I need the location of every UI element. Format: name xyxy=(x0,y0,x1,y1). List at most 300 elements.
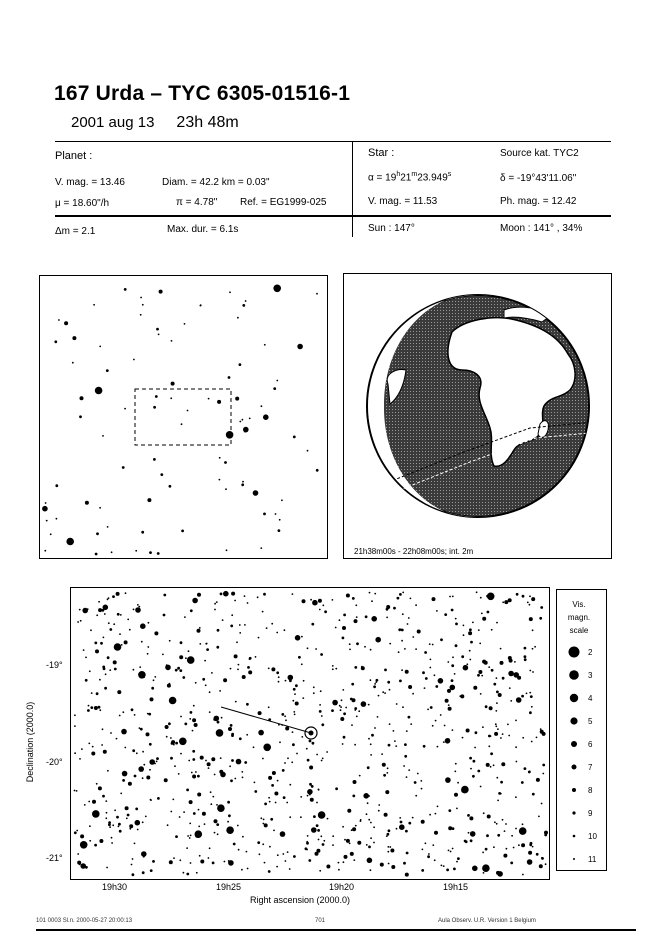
chart-star xyxy=(302,697,304,699)
finder-star xyxy=(56,518,58,520)
chart-star xyxy=(465,840,468,843)
finder-star xyxy=(171,340,173,342)
chart-star xyxy=(295,702,299,706)
chart-star xyxy=(237,825,239,827)
legend-dot-8 xyxy=(572,788,576,792)
finder-star xyxy=(243,427,249,433)
finder-star xyxy=(55,484,58,487)
finder-star xyxy=(226,431,234,439)
finder-star xyxy=(58,319,60,321)
legend-title-3: scale xyxy=(569,626,589,635)
chart-star xyxy=(258,711,262,715)
finder-star xyxy=(72,362,74,364)
chart-star xyxy=(420,780,422,782)
chart-star xyxy=(477,674,480,677)
chart-star xyxy=(355,604,357,606)
chart-star xyxy=(445,699,449,703)
chart-star xyxy=(322,605,324,607)
chart-star xyxy=(117,613,120,616)
chart-star xyxy=(90,629,92,631)
chart-star xyxy=(229,765,231,767)
planet-mu: μ = 18.60"/h xyxy=(55,198,110,209)
legend-dot-6 xyxy=(571,741,577,747)
chart-star xyxy=(192,750,195,753)
chart-star xyxy=(538,816,540,818)
chart-star xyxy=(137,604,139,606)
chart-star xyxy=(204,823,206,825)
chart-star xyxy=(375,637,381,643)
chart-star xyxy=(77,853,79,855)
legend-mag-7: 7 xyxy=(588,763,593,772)
chart-star xyxy=(395,745,397,747)
chart-star xyxy=(92,810,100,818)
chart-star xyxy=(311,623,314,626)
page-title: 167 Urda – TYC 6305-01516-1 xyxy=(54,82,351,105)
chart-star xyxy=(374,593,376,595)
sun-elongation: Sun : 147° xyxy=(368,223,415,234)
chart-star xyxy=(135,607,141,613)
chart-star xyxy=(189,823,191,825)
chart-star xyxy=(473,686,477,690)
chart-star xyxy=(276,632,278,634)
chart-star xyxy=(318,599,322,603)
chart-star xyxy=(228,727,232,731)
x-axis-label: Right ascension (2000.0) xyxy=(250,895,351,905)
chart-star xyxy=(142,871,145,874)
chart-star xyxy=(502,733,504,735)
chart-star xyxy=(118,823,121,826)
chart-star xyxy=(246,703,249,706)
chart-star xyxy=(514,661,516,663)
chart-star xyxy=(341,699,343,701)
chart-star xyxy=(175,742,178,745)
chart-star xyxy=(264,803,267,806)
chart-star xyxy=(301,736,303,738)
chart-star xyxy=(282,769,285,772)
chart-star xyxy=(430,706,433,709)
chart-star xyxy=(227,801,230,804)
chart-star xyxy=(107,770,109,772)
chart-star xyxy=(94,706,98,710)
chart-star xyxy=(289,816,291,818)
chart-star xyxy=(206,643,208,645)
finder-star xyxy=(241,483,244,486)
chart-star xyxy=(154,631,158,635)
chart-star xyxy=(437,746,439,748)
chart-star xyxy=(370,822,372,824)
finder-star xyxy=(273,387,276,390)
chart-star xyxy=(201,756,204,759)
chart-star xyxy=(142,751,144,753)
chart-star xyxy=(205,684,207,686)
chart-star xyxy=(210,791,212,793)
chart-star xyxy=(119,830,122,833)
chart-star xyxy=(373,685,376,688)
chart-star xyxy=(179,816,181,818)
chart-star xyxy=(399,680,402,683)
chart-star xyxy=(131,708,134,711)
legend-dot-11 xyxy=(573,858,575,860)
chart-star xyxy=(503,854,507,858)
chart-star xyxy=(368,846,371,849)
chart-star xyxy=(208,857,210,859)
finder-star xyxy=(245,300,247,302)
chart-star xyxy=(147,646,149,648)
chart-star xyxy=(522,595,525,598)
chart-star xyxy=(387,681,390,684)
chart-star xyxy=(530,695,533,698)
chart-star xyxy=(374,683,376,685)
chart-star xyxy=(423,745,426,748)
chart-star xyxy=(508,598,512,602)
finder-star xyxy=(95,553,98,556)
chart-star xyxy=(264,823,268,827)
chart-star xyxy=(105,800,107,802)
chart-star xyxy=(429,667,431,669)
chart-star xyxy=(282,853,284,855)
chart-star xyxy=(207,762,211,766)
chart-star xyxy=(137,829,139,831)
chart-star xyxy=(407,623,409,625)
chart-star xyxy=(249,657,252,660)
finder-star xyxy=(156,328,159,331)
chart-star xyxy=(347,809,351,813)
chart-star xyxy=(293,711,295,713)
chart-star xyxy=(401,629,404,632)
earth-globe xyxy=(344,274,611,558)
chart-star xyxy=(417,773,419,775)
chart-star xyxy=(150,799,152,801)
star-ra-m: m xyxy=(411,171,418,178)
chart-star xyxy=(532,629,534,631)
chart-star xyxy=(179,738,187,746)
chart-star xyxy=(205,760,207,762)
main-star-chart xyxy=(70,587,550,880)
chart-star xyxy=(94,844,97,847)
finder-star xyxy=(155,395,158,398)
chart-star xyxy=(500,737,502,739)
chart-star xyxy=(368,819,370,821)
chart-star xyxy=(519,827,527,835)
chart-star xyxy=(74,714,76,716)
chart-star xyxy=(219,690,221,692)
chart-star xyxy=(491,629,493,631)
chart-star xyxy=(198,809,200,811)
chart-star xyxy=(95,649,99,653)
chart-star xyxy=(354,666,357,669)
chart-star xyxy=(142,777,144,779)
chart-star xyxy=(435,720,437,722)
chart-star xyxy=(451,664,454,667)
finder-star xyxy=(316,293,318,295)
globe-panel xyxy=(343,273,612,559)
chart-star xyxy=(500,781,503,784)
chart-star xyxy=(335,668,337,670)
chart-star xyxy=(399,817,401,819)
chart-star xyxy=(230,779,233,782)
footer-right: Aula Observ. U.R. Version 1 Belgium xyxy=(438,918,536,924)
chart-star xyxy=(278,676,280,678)
chart-star xyxy=(259,731,263,735)
chart-star xyxy=(448,738,450,740)
chart-star xyxy=(316,824,319,827)
chart-star xyxy=(402,613,404,615)
chart-star xyxy=(384,669,387,672)
chart-star xyxy=(318,811,326,819)
finder-star xyxy=(135,550,137,552)
chart-star xyxy=(342,689,344,691)
chart-star xyxy=(116,738,118,740)
chart-star xyxy=(307,789,313,795)
finder-star xyxy=(124,408,126,410)
finder-star xyxy=(307,450,309,452)
chart-star xyxy=(495,710,497,712)
chart-star xyxy=(257,596,259,598)
chart-star xyxy=(485,705,488,708)
chart-star xyxy=(292,593,294,595)
chart-star xyxy=(285,727,289,731)
finder-star xyxy=(217,400,221,404)
finder-star xyxy=(95,387,103,395)
finder-star xyxy=(42,506,48,512)
chart-star xyxy=(366,813,368,815)
chart-star xyxy=(108,823,111,826)
chart-star xyxy=(241,869,243,871)
chart-star xyxy=(102,795,105,798)
chart-star xyxy=(490,752,493,755)
legend-mag-6: 6 xyxy=(588,740,593,749)
chart-star xyxy=(340,706,342,708)
chart-star xyxy=(343,736,346,739)
chart-star xyxy=(352,795,355,798)
chart-star xyxy=(502,677,505,680)
chart-star xyxy=(510,862,513,865)
finder-star xyxy=(237,317,239,319)
chart-star xyxy=(103,605,109,611)
chart-star xyxy=(486,763,490,767)
chart-star xyxy=(77,621,79,623)
finder-star xyxy=(141,531,144,534)
chart-star xyxy=(346,594,350,598)
chart-star xyxy=(119,715,121,717)
chart-star xyxy=(74,790,76,792)
chart-star xyxy=(357,841,361,845)
chart-star xyxy=(228,860,234,866)
chart-star xyxy=(469,757,472,760)
chart-star xyxy=(404,648,406,650)
chart-star xyxy=(373,842,375,844)
finder-star xyxy=(158,334,160,336)
chart-star xyxy=(440,714,442,716)
chart-star xyxy=(84,804,86,806)
chart-star xyxy=(122,779,125,782)
chart-star xyxy=(356,642,359,645)
chart-star xyxy=(238,849,240,851)
chart-star xyxy=(305,847,308,850)
chart-star xyxy=(307,835,309,837)
chart-star xyxy=(389,723,391,725)
chart-star xyxy=(154,676,156,678)
info-top-rule xyxy=(55,141,611,142)
chart-star xyxy=(316,849,320,853)
finder-star xyxy=(80,396,84,400)
chart-star xyxy=(247,666,250,669)
chart-star xyxy=(76,790,78,792)
chart-star xyxy=(327,818,329,820)
chart-star xyxy=(490,766,492,768)
chart-star xyxy=(374,727,376,729)
chart-star xyxy=(259,853,261,855)
footer-left: 101 0003 Sl.n. 2000-05-27 20:00:13 xyxy=(36,918,133,924)
chart-star xyxy=(271,784,274,787)
chart-star xyxy=(408,685,412,689)
chart-star xyxy=(109,628,112,631)
chart-star xyxy=(472,775,475,778)
chart-star xyxy=(174,765,176,767)
chart-star xyxy=(157,797,160,800)
chart-star xyxy=(463,665,469,671)
chart-star xyxy=(424,687,426,689)
chart-star xyxy=(497,800,499,802)
finder-star xyxy=(72,336,76,340)
chart-star xyxy=(386,772,388,774)
chart-star xyxy=(385,790,389,794)
chart-star xyxy=(88,801,90,803)
chart-star xyxy=(470,768,472,770)
chart-star xyxy=(74,831,77,834)
chart-star xyxy=(463,634,465,636)
chart-star xyxy=(370,837,372,839)
chart-star xyxy=(108,622,110,624)
chart-star xyxy=(475,731,478,734)
chart-star xyxy=(432,644,434,646)
chart-star xyxy=(89,670,91,672)
chart-star xyxy=(500,793,502,795)
chart-star xyxy=(378,695,380,697)
star-ra-prefix: α = 19 xyxy=(368,172,397,184)
chart-star xyxy=(493,683,496,686)
chart-star xyxy=(198,826,200,828)
chart-star xyxy=(216,646,219,649)
chart-star xyxy=(189,837,191,839)
legend-title-2: magn. xyxy=(567,613,591,622)
chart-star xyxy=(80,863,86,869)
finder-star xyxy=(54,340,57,343)
finder-star xyxy=(171,382,175,386)
chart-star xyxy=(496,823,498,825)
chart-star xyxy=(480,597,482,599)
chart-star xyxy=(217,629,220,632)
chart-star xyxy=(342,637,345,640)
chart-star xyxy=(172,799,174,801)
chart-star xyxy=(284,629,286,631)
chart-star xyxy=(318,789,320,791)
chart-star xyxy=(235,701,237,703)
chart-star xyxy=(377,716,379,718)
finder-star xyxy=(44,550,46,552)
chart-star xyxy=(231,592,235,596)
chart-star xyxy=(204,660,206,662)
star-ra xyxy=(368,171,451,183)
chart-star xyxy=(332,835,334,837)
chart-star xyxy=(209,711,211,713)
chart-star xyxy=(540,606,543,609)
chart-star xyxy=(103,637,105,639)
chart-star xyxy=(504,600,508,604)
chart-star xyxy=(309,783,312,786)
chart-star xyxy=(276,671,279,674)
chart-star xyxy=(170,757,173,760)
legend-dot-5 xyxy=(570,717,577,724)
chart-star xyxy=(339,619,341,621)
finder-star xyxy=(200,304,202,306)
chart-star xyxy=(388,863,390,865)
chart-star xyxy=(399,824,405,830)
chart-star xyxy=(85,679,88,682)
chart-star xyxy=(129,629,131,631)
chart-star xyxy=(180,716,182,718)
chart-star xyxy=(502,819,504,821)
chart-star xyxy=(197,629,201,633)
chart-star xyxy=(320,653,323,656)
chart-star xyxy=(518,844,520,846)
chart-star xyxy=(177,667,180,670)
finder-star xyxy=(140,314,142,316)
chart-star xyxy=(131,864,133,866)
asteroid-track xyxy=(221,707,311,733)
chart-star xyxy=(482,726,484,728)
chart-star xyxy=(246,734,248,736)
chart-star xyxy=(544,834,547,837)
chart-star xyxy=(236,759,242,765)
chart-star xyxy=(437,806,439,808)
finder-star xyxy=(225,488,227,490)
chart-star xyxy=(105,673,107,675)
chart-star xyxy=(368,704,370,706)
chart-star xyxy=(289,784,291,786)
chart-star xyxy=(111,842,113,844)
chart-star xyxy=(494,732,498,736)
chart-star xyxy=(532,648,534,650)
chart-star xyxy=(524,647,527,650)
chart-star xyxy=(343,861,345,863)
chart-star xyxy=(303,680,305,682)
chart-star xyxy=(531,597,535,601)
finder-star xyxy=(106,369,109,372)
chart-star xyxy=(275,802,277,804)
chart-star xyxy=(378,804,380,806)
chart-star xyxy=(457,782,459,784)
chart-star xyxy=(495,725,497,727)
chart-star xyxy=(476,591,478,593)
chart-star xyxy=(382,763,386,767)
chart-star xyxy=(146,732,150,736)
chart-star xyxy=(179,669,182,672)
finder-star xyxy=(208,398,210,400)
chart-star xyxy=(120,614,122,616)
finder-star xyxy=(260,547,262,549)
chart-star xyxy=(448,850,450,852)
chart-star xyxy=(493,764,495,766)
chart-star xyxy=(199,855,201,857)
chart-star xyxy=(369,592,371,594)
chart-star xyxy=(99,709,101,711)
chart-star xyxy=(355,825,357,827)
chart-star xyxy=(260,817,262,819)
chart-star xyxy=(242,836,244,838)
chart-star xyxy=(402,592,404,594)
legend-mag-9: 9 xyxy=(588,809,593,818)
